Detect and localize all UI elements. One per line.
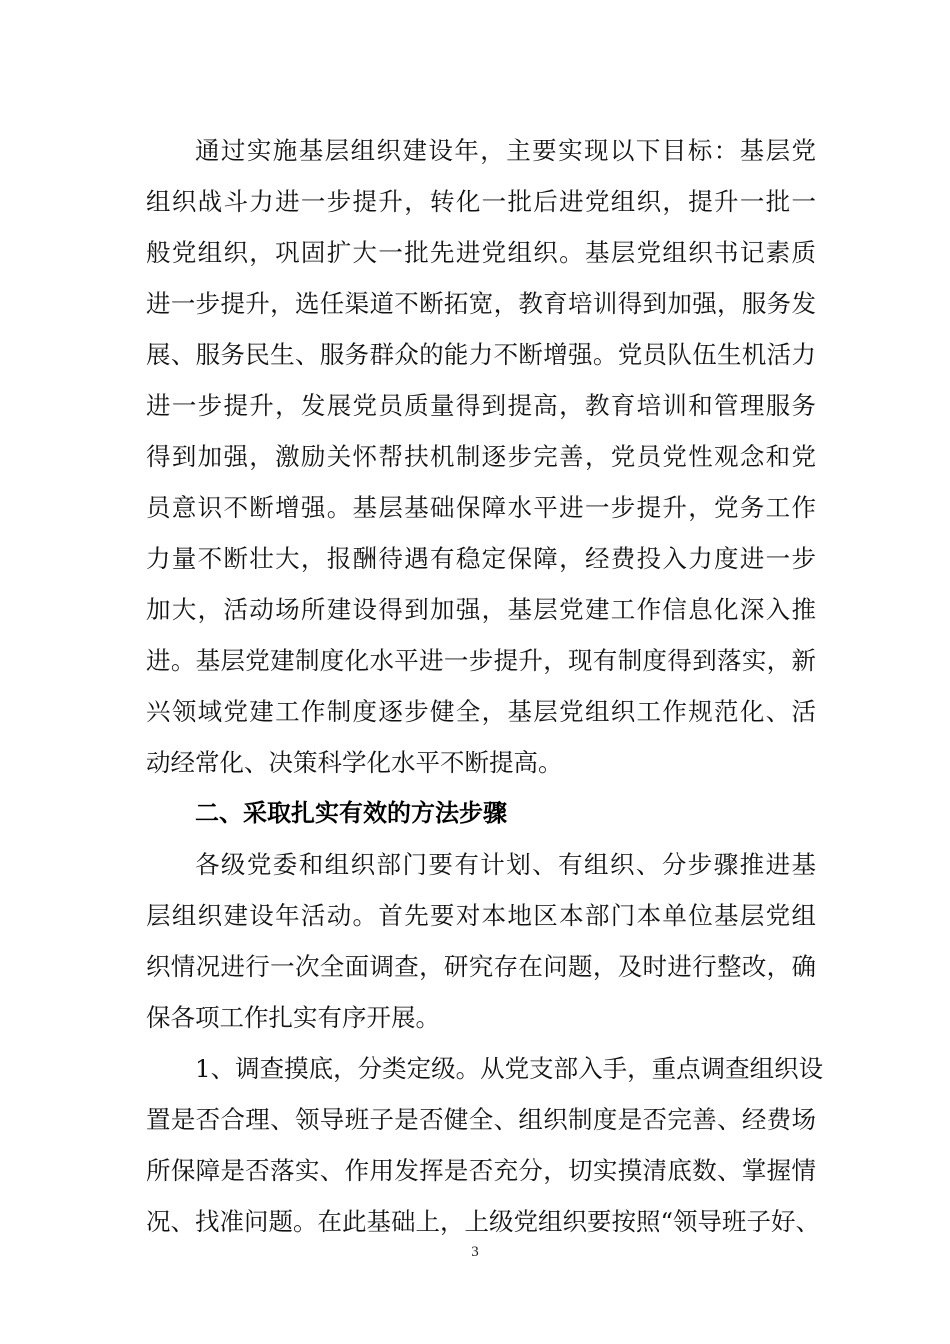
- paragraph-line: 1、调查摸底，分类定级。从党支部入手，重点调查组织设: [195, 1054, 824, 1083]
- paragraph-line: 织情况进行一次全面调查，研究存在问题，及时进行整改，确: [146, 952, 816, 981]
- paragraph-line: 展、服务民生、服务群众的能力不断增强。党员队伍生机活力: [146, 340, 816, 369]
- paragraph-line: 组织战斗力进一步提升，转化一批后进党组织，提升一批一: [146, 187, 816, 216]
- paragraph-line: 层组织建设年活动。首先要对本地区本部门本单位基层党组: [146, 901, 816, 930]
- section-heading: 二、采取扎实有效的方法步骤: [195, 799, 507, 827]
- paragraph-line: 各级党委和组织部门要有计划、有组织、分步骤推进基: [195, 850, 816, 879]
- paragraph-line: 进一步提升，发展党员质量得到提高，教育培训和管理服务: [146, 391, 816, 420]
- paragraph-line: 加大，活动场所建设得到加强，基层党建工作信息化深入推: [146, 595, 816, 624]
- paragraph-line: 动经常化、决策科学化水平不断提高。: [146, 748, 563, 777]
- paragraph-goals: [146, 125, 824, 1247]
- paragraph-line: 力量不断壮大，报酬待遇有稳定保障，经费投入力度进一步: [146, 544, 816, 573]
- paragraph-line: 般党组织，巩固扩大一批先进党组织。基层党组织书记素质: [146, 238, 816, 267]
- paragraph-line: 兴领域党建工作制度逐步健全，基层党组织工作规范化、活: [146, 697, 816, 726]
- paragraph-line: 得到加强，激励关怀帮扶机制逐步完善，党员党性观念和党: [146, 442, 816, 471]
- paragraph-line: 员意识不断增强。基层基础保障水平进一步提升，党务工作: [146, 493, 816, 522]
- paragraph-line: 进一步提升，选任渠道不断拓宽，教育培训得到加强，服务发: [146, 289, 816, 318]
- paragraph-line: 进。基层党建制度化水平进一步提升，现有制度得到落实，新: [146, 646, 816, 675]
- page-number: 3: [471, 1244, 479, 1260]
- paragraph-line: 置是否合理、领导班子是否健全、组织制度是否完善、经费场: [146, 1105, 816, 1134]
- paragraph-line: 通过实施基层组织建设年，主要实现以下目标：基层党: [195, 136, 816, 165]
- paragraph-line: 所保障是否落实、作用发挥是否充分，切实摸清底数、掌握情: [146, 1156, 816, 1185]
- paragraph-line: 况、找准问题。在此基础上，上级党组织要按照“领导班子好、: [146, 1207, 821, 1236]
- paragraph-line: 保各项工作扎实有序开展。: [146, 1003, 440, 1032]
